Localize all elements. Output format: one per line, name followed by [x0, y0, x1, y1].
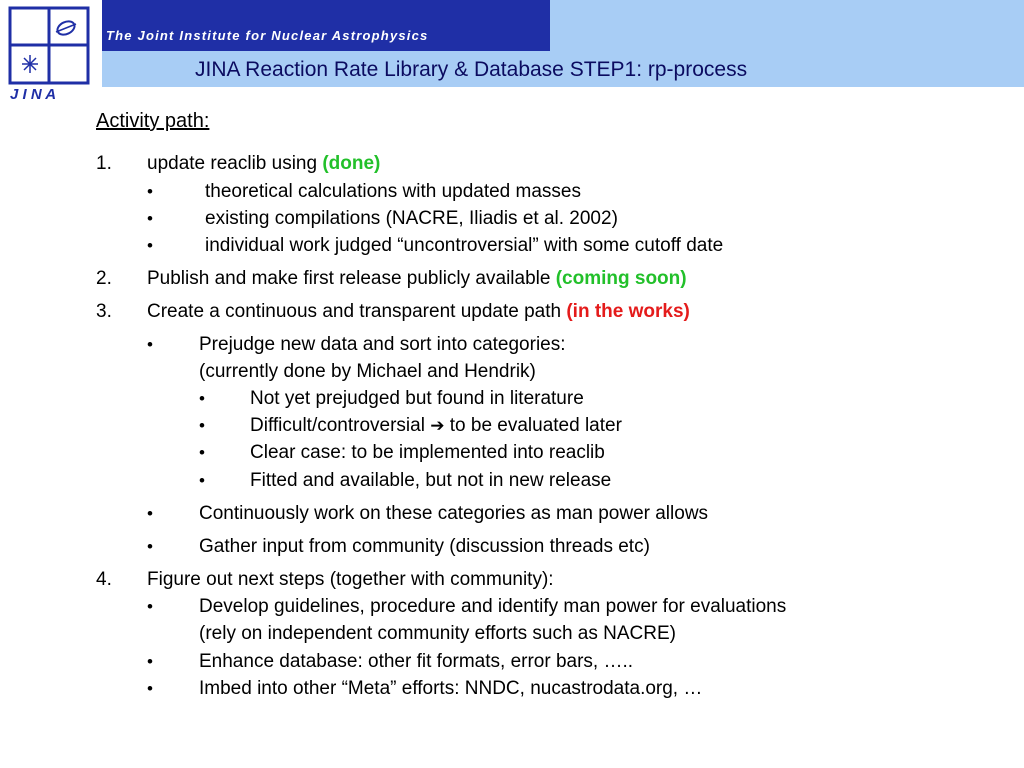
item-1 — [147, 152, 380, 176]
logo-text: J I N A — [10, 86, 57, 103]
bullet-icon: • — [147, 209, 153, 228]
item-4-number: 4. — [96, 569, 112, 590]
item-1-bullet: theoretical calculations with updated masses — [205, 181, 581, 202]
bullet-icon: • — [199, 389, 205, 408]
item-3-bullet: Gather input from community (discussion threads etc) — [199, 536, 650, 557]
item-2-number: 2. — [96, 268, 112, 289]
item-1-text: update reaclib using — [147, 153, 323, 174]
item-3-bullet-cont: (currently done by Michael and Hendrik) — [199, 361, 536, 382]
item-2-text: Publish and make first release publicly available — [147, 268, 556, 289]
bullet-icon: • — [199, 416, 205, 435]
item-3 — [147, 300, 690, 324]
bullet-icon: • — [147, 504, 153, 523]
item-4-bullet: Develop guidelines, procedure and identify man power for evaluations — [199, 596, 787, 617]
bullet-icon: • — [147, 537, 153, 556]
item-4-bullet: Enhance database: other fit formats, error bars, ….. — [199, 651, 634, 672]
bullet-icon: • — [199, 443, 205, 462]
item-1-bullet: individual work judged “uncontroversial” with some cutoff date — [205, 235, 724, 256]
category-item: Not yet prejudged but found in literature — [250, 388, 584, 409]
bullet-icon: • — [147, 597, 153, 616]
category-item — [250, 414, 622, 438]
bullet-icon: • — [147, 679, 153, 698]
item-1-bullet: existing compilations (NACRE, Iliadis et al. 2002) — [205, 208, 618, 229]
institute-name: The Joint Institute for Nuclear Astrophysics — [106, 28, 429, 43]
category-text: to be evaluated later — [444, 415, 622, 436]
category-item: Fitted and available, but not in new release — [250, 470, 612, 491]
slide-title: JINA Reaction Rate Library & Database STEP1: rp-process — [195, 58, 748, 81]
item-4-bullet: Imbed into other “Meta” efforts: NNDC, nucastrodata.org, … — [199, 678, 703, 699]
category-text: Difficult/controversial — [250, 415, 431, 436]
bullet-icon: • — [147, 236, 153, 255]
jina-logo — [0, 0, 100, 108]
header-bar-dark — [102, 0, 550, 51]
item-3-bullet: Continuously work on these categories as man power allows — [199, 503, 709, 524]
activity-heading: Activity path: — [96, 110, 210, 132]
item-4-text: Figure out next steps (together with community): — [147, 569, 554, 590]
item-1-number: 1. — [96, 153, 112, 174]
item-2 — [147, 267, 687, 291]
bullet-icon: • — [147, 652, 153, 671]
bullet-icon: • — [147, 335, 153, 354]
bullet-icon: • — [199, 471, 205, 490]
item-4-bullet-cont: (rely on independent community efforts such as NACRE) — [199, 623, 676, 644]
status-in-the-works: (in the works) — [566, 301, 690, 322]
category-item: Clear case: to be implemented into reaclib — [250, 442, 605, 463]
bullet-icon: • — [147, 182, 153, 201]
status-done: (done) — [322, 153, 381, 174]
item-3-number: 3. — [96, 301, 112, 322]
arrow-right-icon: ➔ — [430, 416, 445, 435]
item-3-text: Create a continuous and transparent update path — [147, 301, 567, 322]
item-3-bullet: Prejudge new data and sort into categories: — [199, 334, 566, 355]
status-coming-soon: (coming soon) — [555, 268, 687, 289]
